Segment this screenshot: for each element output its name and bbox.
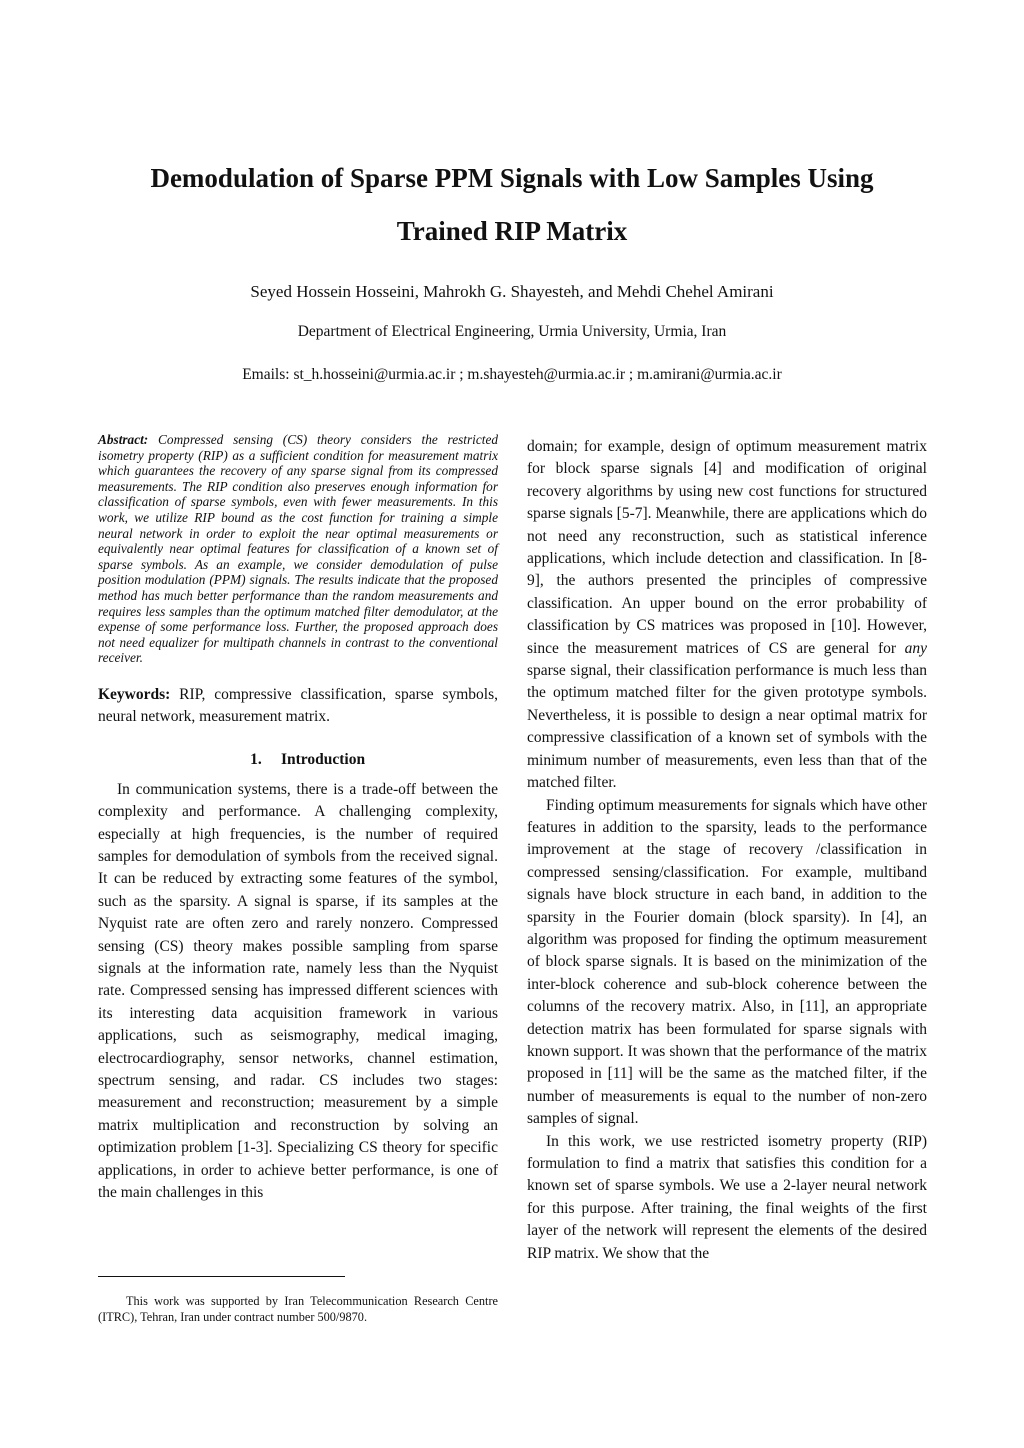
emails: Emails: st_h.hosseini@urmia.ac.ir ; m.shayesteh@urmia.ac.ir ; m.amirani@urmia.ac.ir — [242, 366, 782, 383]
footnote: This work was supported by Iran Telecommunication Research Centre (ITRC), Tehran, Iran under contract number 500/9870. — [98, 1294, 498, 1324]
right-paragraph-1 — [527, 436, 927, 795]
keywords-text: RIP, compressive classification, sparse symbols, neural network, measurement matrix. — [98, 685, 498, 726]
abstract — [98, 432, 498, 666]
right-paragraph-1-after: sparse signal, their classification performance is much less than the optimum matched filter for the given prototype symbols. Nevertheless, it is possible to design a near optimal matrix for compressive classification of a known set of symbols with the minimum number of measurements, even less than that of the matched filter. — [527, 662, 927, 792]
right-column — [527, 436, 927, 1265]
abstract-label: Abstract: — [98, 432, 149, 447]
paper-title-line-2: Trained RIP Matrix — [396, 216, 628, 246]
intro-paragraph-left: In communication systems, there is a trade-off between the complexity and performance. A challenging complexity, especially at high frequencies, is the number of required samples for demodulation of symbols from the received signal. It can be reduced by extracting some features of the symbol, such as the sparsity. A signal is sparse, if its samples at the Nyquist rate are often zero and rarely nonzero. Compressed sensing (CS) theory makes possible sampling from sparse signals at the information rate, namely less than the Nyquist rate. Compressed sensing has impressed different sciences with its interesting data acquisition framework in various applications, such as seismography, medical imaging, electrocardiography, sensor networks, channel estimation, spectrum sensing, and radar. CS includes two stages: measurement and reconstruction; measurement by a simple matrix multiplication and reconstruction by solving an optimization problem [1-3]. Specializing CS theory for specific applications, in order to achieve better performance, is one of the main challenges in this — [98, 780, 498, 1202]
section-title: Introduction — [280, 750, 366, 768]
keywords — [98, 684, 498, 729]
keywords-label: Keywords: — [98, 685, 171, 703]
section-heading-introduction — [98, 749, 498, 771]
affiliation: Department of Electrical Engineering, Urmia University, Urmia, Iran — [297, 323, 727, 340]
left-column — [98, 432, 498, 1204]
footnote-rule — [98, 1276, 345, 1277]
right-paragraph-2: Finding optimum measurements for signals which have other features in addition to the sparsity, leads to the performance improvement at the stage of recovery /classification in compressed sensing/classification. For example, multiband signals have block structure in each band, in addition to the sparsity in the Fourier domain (block sparsity). In [4], an algorithm was proposed for finding the optimum measurement of block sparse signals. It is based on the minimization of the inter-block coherence and sub-block coherence between the columns of the recovery matrix. Also, in [11], an appropriate detection matrix has been formulated for sparse signals with known support. It was shown that the performance of the matrix proposed in [11] will be the same as the matched filter, if the number of measurements is equal to the number of non-zero samples of signal. — [527, 796, 927, 1128]
abstract-text: Compressed sensing (CS) theory considers the restricted isometry property (RIP) as a sufficient condition for measurement matrix which guarantees the recovery of any sparse signal from its compressed measurements. The RIP condition also preserves enough information for classification of sparse symbols, even with fewer measurements. In this work, we utilize RIP bound as the cost function for training a simple neural network in order to exploit the near optimal measurements or equivalently near optimal features for classification of a known set of sparse symbols. As an example, we consider demodulation of pulse position modulation (PPM) signals. The results indicate that the proposed method has much better performance than the random measurements and requires less samples than the optimum matched filter demodulator, at the expense of some performance loss. Further, the proposed approach does not need equalizer for multipath channels in contrast to the conventional receiver. — [98, 432, 499, 666]
right-paragraph-3: In this work, we use restricted isometry property (RIP) formulation to find a matrix that satisfies this condition for a known set of sparse symbols. We use a 2-layer neural network for this purpose. After training, the final weights of the first layer of the network will represent the elements of the desired RIP matrix. We show that the — [527, 1132, 927, 1262]
section-number: 1. — [250, 750, 262, 768]
right-paragraph-1-before: domain; for example, design of optimum measurement matrix for block sparse signals [4] and modification of original recovery algorithms by using new cost functions for structured sparse signals [5-7]. Meanwhile, there are applications which do not need any reconstruction, such as statistical inference applications, which include detection and classification. In [8-9], the authors presented the principles of compressive classification. An upper bound on the error probability of classification by CS matrices was proposed in [10]. However, since the measurement matrices of CS are general for — [527, 438, 927, 657]
authors: Seyed Hossein Hosseini, Mahrokh G. Shayesteh, and Mehdi Chehel Amirani — [250, 282, 774, 301]
emphasis-any: any — [904, 639, 927, 657]
paper-title-line-1: Demodulation of Sparse PPM Signals with Low Samples Using — [150, 163, 874, 193]
